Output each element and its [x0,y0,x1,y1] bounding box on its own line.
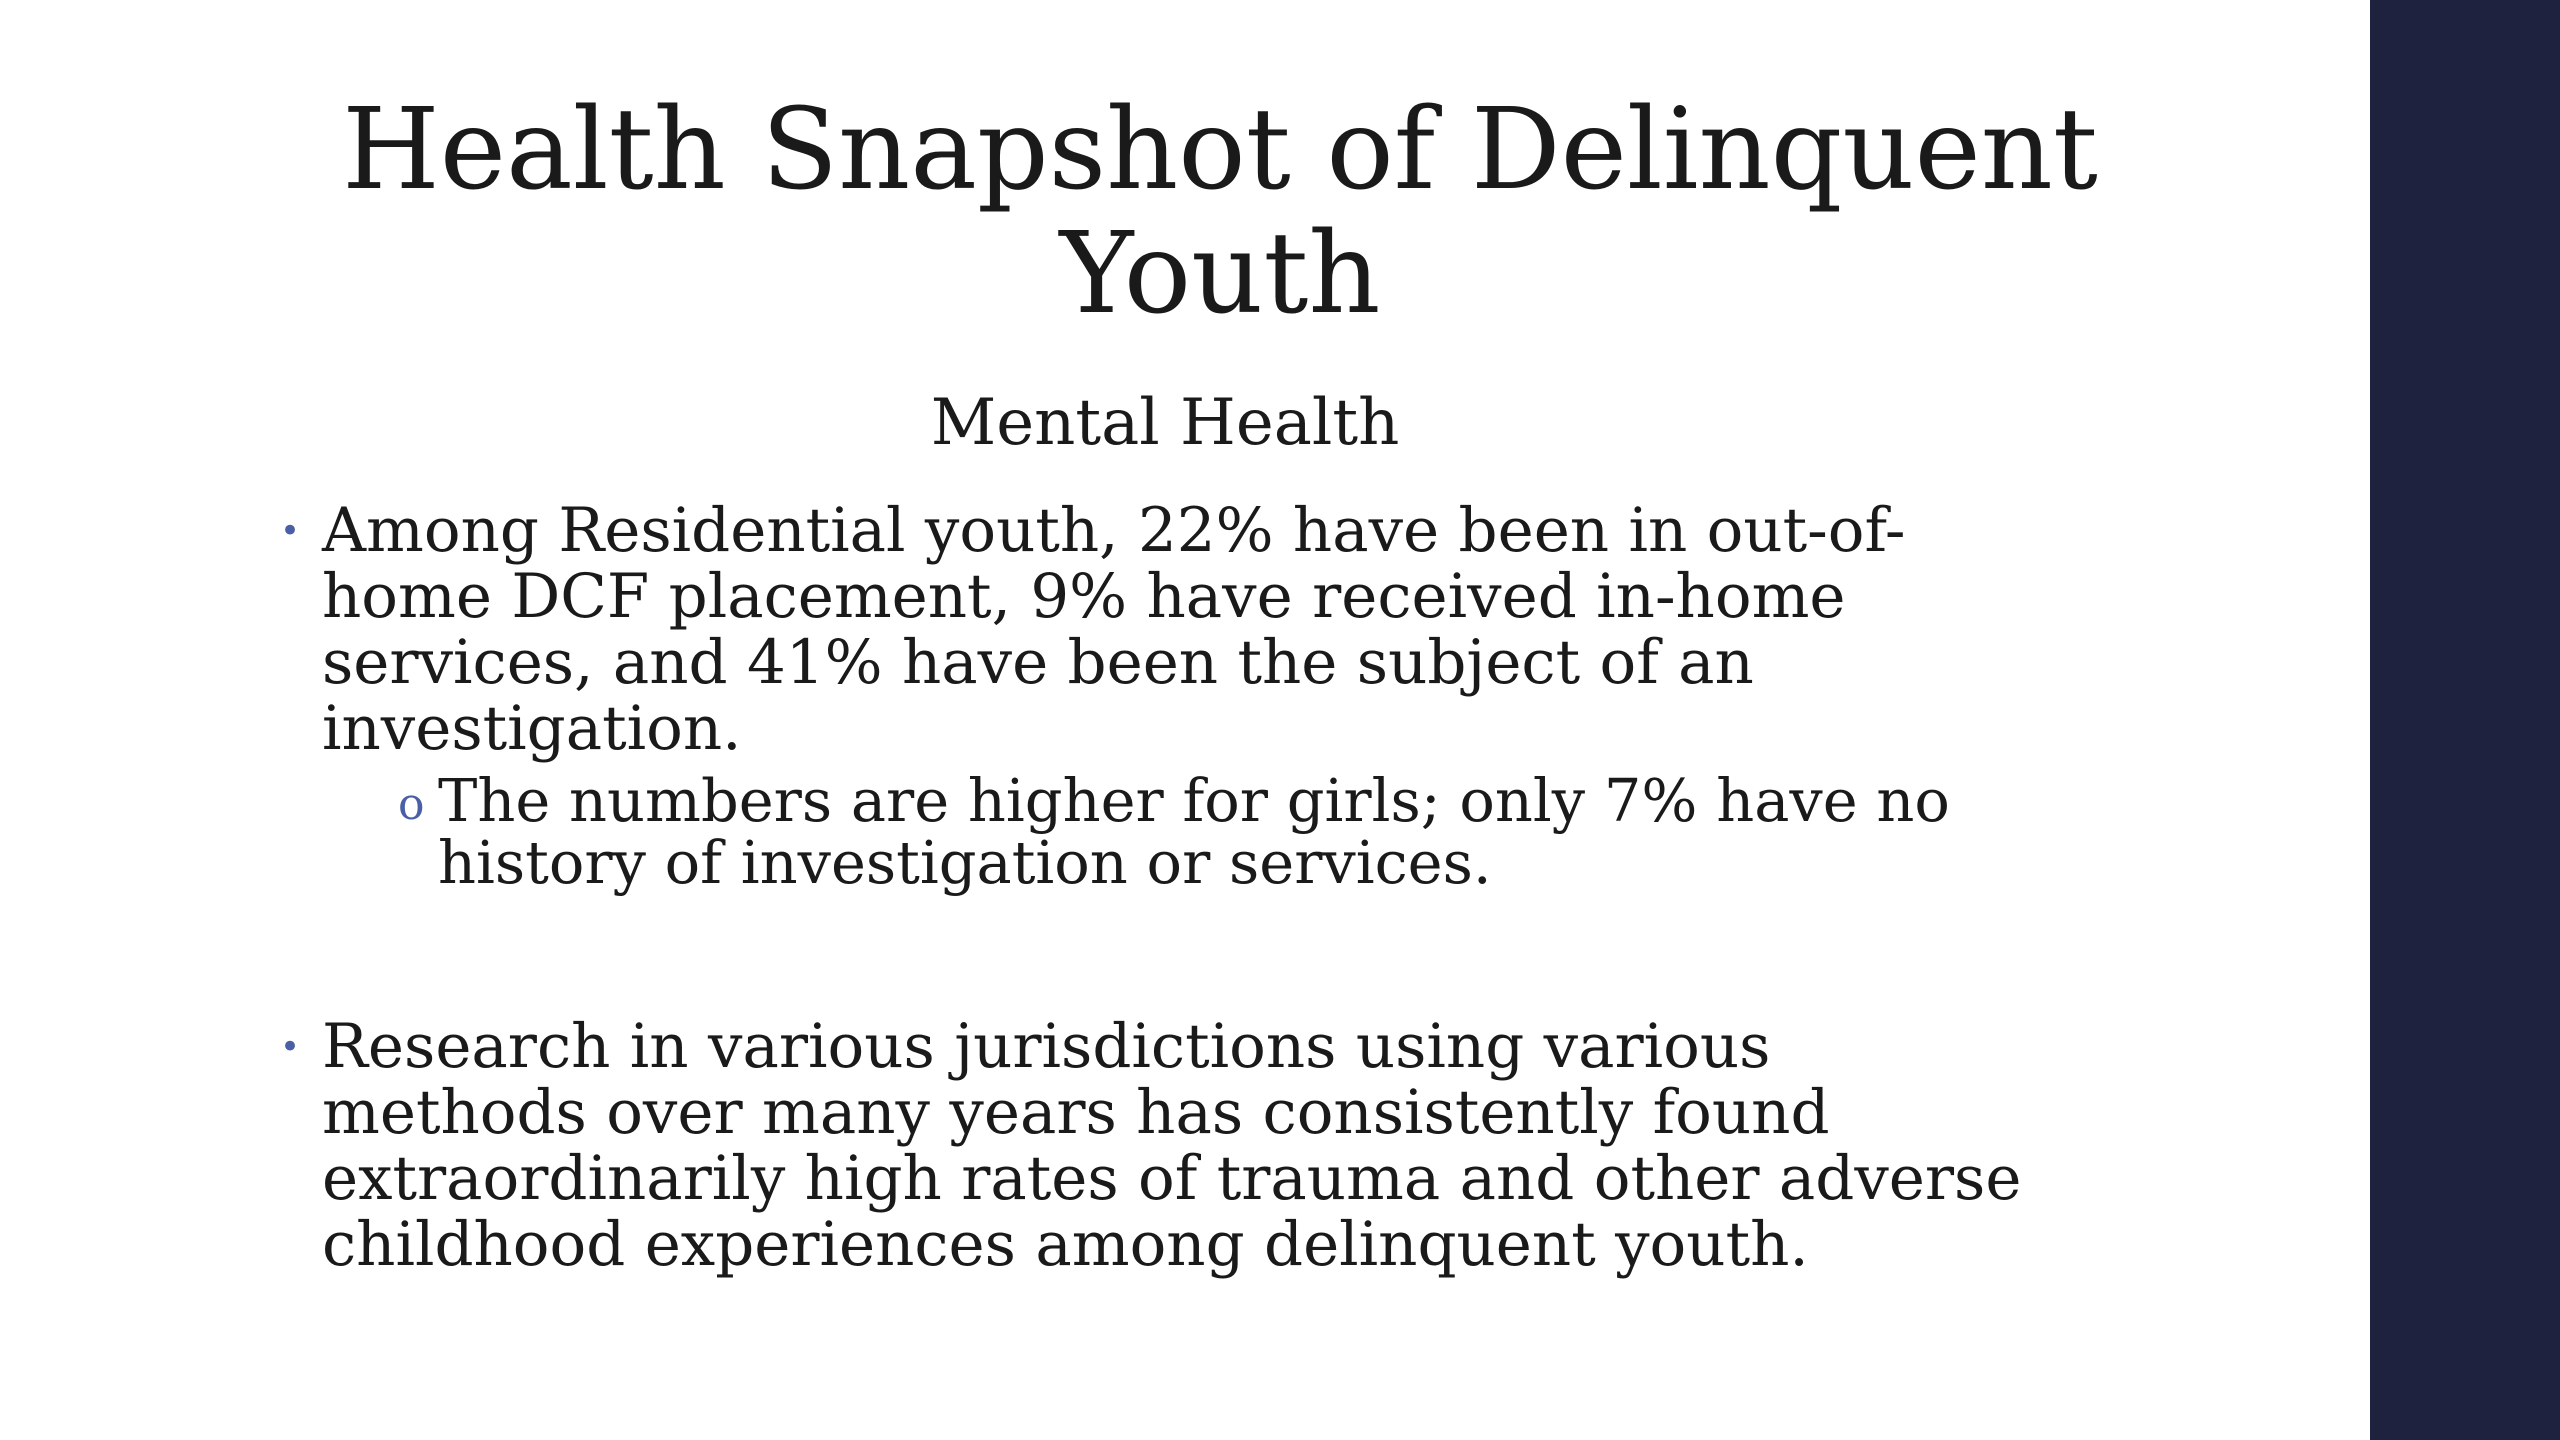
spacer [280,894,2040,1014]
bullet-text: Research in various jurisdictions using various methods over many years has consistently found extraordinarily high rates of trauma and other adverse childhood experiences among delinquent youth. [322,1011,2022,1280]
slide-subtitle: Mental Health [930,386,1400,460]
slide-title: Health Snapshot of Delinquent Youth [342,85,2098,339]
hollow-circle-bullet-icon: o [398,779,425,830]
slide-content [280,495,2040,1280]
bullet-text: Among Residential youth, 22% have been in out-of-home DCF placement, 9% have received in-home services, and 41% have been the subject of an investigation. [322,495,1906,764]
bullet-item [280,1011,2040,1280]
bullet-item [280,495,2040,764]
bullet-icon: • [280,1027,301,1067]
bullet-icon: • [280,511,301,551]
sub-bullet-text: The numbers are higher for girls; only 7% have no history of investigation or services. [438,766,1950,897]
accent-band [2370,0,2560,1440]
sub-bullet-item [398,766,2040,897]
